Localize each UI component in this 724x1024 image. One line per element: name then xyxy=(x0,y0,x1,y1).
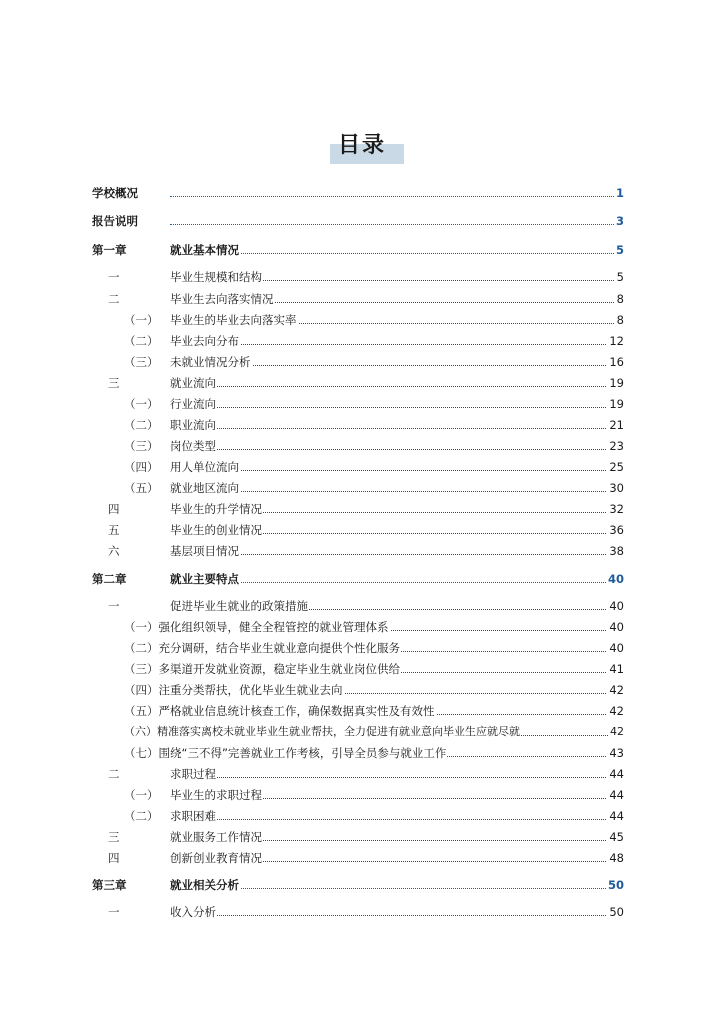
toc-entry[interactable] xyxy=(0,681,724,699)
toc-entry-label: 求职过程 xyxy=(170,767,216,781)
toc-entry[interactable] xyxy=(0,828,724,846)
toc-entry-label: 毕业生去向落实情况 xyxy=(170,292,274,306)
toc-entry-report-notes[interactable] xyxy=(0,212,724,230)
toc-entry-number: 一 xyxy=(108,905,120,919)
toc-entry-number: （一） xyxy=(124,788,159,802)
toc-entry-school-overview[interactable] xyxy=(0,184,724,202)
toc-entry-number: （三） xyxy=(124,439,159,453)
toc-entry-page: 44 xyxy=(609,809,624,823)
toc-entry-page: 19 xyxy=(609,397,624,411)
toc-entry-page: 50 xyxy=(607,878,624,892)
toc-entry-label: 毕业生的毕业去向落实率 xyxy=(170,313,297,327)
toc-entry-number: 第一章 xyxy=(92,243,127,257)
toc-entry-label: 用人单位流向 xyxy=(170,460,239,474)
toc-entry-page: 23 xyxy=(609,439,624,453)
toc-entry[interactable] xyxy=(0,765,724,783)
toc-entry[interactable] xyxy=(0,500,724,518)
toc-entry-number: 学校概况 xyxy=(92,186,138,200)
toc-entry-number: （一） xyxy=(124,397,159,411)
toc-entry-label: 创新创业教育情况 xyxy=(170,851,262,865)
toc-entry-page: 40 xyxy=(607,572,624,586)
toc-entry-number: 三 xyxy=(108,830,120,844)
toc-entry-page: 41 xyxy=(609,662,624,676)
toc-entry[interactable] xyxy=(0,268,724,286)
toc-entry-label: 职业流向 xyxy=(170,418,216,432)
toc-entry[interactable] xyxy=(0,353,724,371)
toc-entry-number: （五） xyxy=(124,481,159,495)
toc-entry-page: 42 xyxy=(609,704,624,718)
toc-entry-page: 40 xyxy=(609,641,624,655)
toc-entry[interactable] xyxy=(0,542,724,560)
toc-entry-page: 19 xyxy=(609,376,624,390)
toc-entry-page: 44 xyxy=(609,788,624,802)
toc-entry-number: 一 xyxy=(108,270,120,284)
toc-entry-page: 45 xyxy=(609,830,624,844)
toc-entry[interactable] xyxy=(0,458,724,476)
toc-entry-number: 第三章 xyxy=(92,878,127,892)
toc-entry[interactable] xyxy=(0,597,724,615)
toc-entry-label: 就业基本情况 xyxy=(170,243,239,257)
toc-chapter-2[interactable] xyxy=(0,570,724,588)
toc-entry-number: 第二章 xyxy=(92,572,127,586)
toc-entry-label: 毕业生的升学情况 xyxy=(170,502,262,516)
toc-entry-page: 25 xyxy=(609,460,624,474)
toc-entry[interactable] xyxy=(0,437,724,455)
toc-entry[interactable] xyxy=(0,786,724,804)
toc-entry-label: 就业地区流向 xyxy=(170,481,239,495)
toc-entry-page: 42 xyxy=(609,683,624,697)
toc-entry-page: 40 xyxy=(609,620,624,634)
toc-entry-page: 38 xyxy=(609,544,624,558)
toc-entry[interactable] xyxy=(0,849,724,867)
toc-entry[interactable] xyxy=(0,395,724,413)
toc-entry-number: （四） xyxy=(124,460,159,474)
toc-entry-label: （三）多渠道开发就业资源，稳定毕业生就业岗位供给 xyxy=(124,662,400,676)
toc-entry[interactable] xyxy=(0,660,724,678)
toc-entry-number: 四 xyxy=(108,502,120,516)
toc-entry-page: 5 xyxy=(616,270,624,284)
toc-leader-dots xyxy=(170,374,620,387)
toc-entry[interactable] xyxy=(0,702,724,720)
toc-entry[interactable] xyxy=(0,332,724,350)
toc-entry[interactable] xyxy=(0,416,724,434)
toc-entry-page: 8 xyxy=(616,292,624,306)
toc-entry[interactable] xyxy=(0,639,724,657)
toc-entry-label: 求职困难 xyxy=(170,809,216,823)
toc-entry-number: 五 xyxy=(108,523,120,537)
toc-entry[interactable] xyxy=(0,744,724,762)
toc-entry-page: 40 xyxy=(609,599,624,613)
toc-entry-page: 32 xyxy=(609,502,624,516)
toc-entry-label: 毕业生的创业情况 xyxy=(170,523,262,537)
toc-entry-page: 48 xyxy=(609,851,624,865)
toc-entry-page: 3 xyxy=(615,214,624,228)
toc-entry-number: 二 xyxy=(108,767,120,781)
toc-entry-label: （四）注重分类帮扶，优化毕业生就业去向 xyxy=(124,683,343,697)
toc-entry-label: 就业主要特点 xyxy=(170,572,239,586)
toc-entry-label: （六）精准落实离校未就业毕业生就业帮扶，全力促进有就业意向毕业生应就尽就 xyxy=(124,723,521,741)
toc-entry-label: 促进毕业生就业的政策措施 xyxy=(170,599,308,613)
toc-entry-page: 16 xyxy=(609,355,624,369)
toc-entry[interactable] xyxy=(0,903,724,921)
toc-entry-page: 12 xyxy=(609,334,624,348)
toc-leader-dots xyxy=(170,903,620,916)
toc-entry-label: 毕业去向分布 xyxy=(170,334,239,348)
toc-entry-number: （二） xyxy=(124,334,159,348)
toc-entry[interactable] xyxy=(0,618,724,636)
toc-entry-label: （二）充分调研，结合毕业生就业意向提供个性化服务 xyxy=(124,641,400,655)
toc-entry-number: 报告说明 xyxy=(92,214,138,228)
toc-entry-number: （一） xyxy=(124,313,159,327)
toc-entry-label: 毕业生的求职过程 xyxy=(170,788,262,802)
toc-chapter-3[interactable] xyxy=(0,876,724,894)
toc-leader-dots xyxy=(170,807,620,820)
toc-leader-dots xyxy=(170,184,620,197)
toc-entry[interactable] xyxy=(0,521,724,539)
toc-entry-label: 就业相关分析 xyxy=(170,878,239,892)
toc-leader-dots xyxy=(170,765,620,778)
toc-entry[interactable] xyxy=(0,723,724,741)
toc-entry[interactable] xyxy=(0,479,724,497)
toc-entry-page: 43 xyxy=(609,746,624,760)
toc-entry-page: 44 xyxy=(609,767,624,781)
toc-entry[interactable] xyxy=(0,807,724,825)
toc-leader-dots xyxy=(170,395,620,408)
toc-entry-page: 5 xyxy=(615,243,624,257)
toc-entry-page: 30 xyxy=(609,481,624,495)
toc-entry-page: 1 xyxy=(615,186,624,200)
toc-entry-number: 三 xyxy=(108,376,120,390)
toc-entry-label: 基层项目情况 xyxy=(170,544,239,558)
toc-leader-dots xyxy=(170,437,620,450)
toc-entry-number: 二 xyxy=(108,292,120,306)
toc-entry-number: 四 xyxy=(108,851,120,865)
toc-entry-page: 42 xyxy=(608,723,624,741)
toc-entry-number: 一 xyxy=(108,599,120,613)
page-title: 目录 xyxy=(337,133,386,158)
toc-entry-label: 就业流向 xyxy=(170,376,216,390)
toc-entry-label: 收入分析 xyxy=(170,905,216,919)
toc-entry-page: 21 xyxy=(609,418,624,432)
toc-entry-label: 岗位类型 xyxy=(170,439,216,453)
toc-entry-label: 未就业情况分析 xyxy=(170,355,251,369)
toc-entry-label: 毕业生规模和结构 xyxy=(170,270,262,284)
toc-entry-page: 36 xyxy=(609,523,624,537)
toc-entry-label: （七）围绕“三不得”完善就业工作考核，引导全员参与就业工作 xyxy=(124,746,447,760)
toc-chapter-1[interactable] xyxy=(0,241,724,259)
toc-entry-number: 六 xyxy=(108,544,120,558)
toc-entry[interactable] xyxy=(0,290,724,308)
toc-entry-number: （三） xyxy=(124,355,159,369)
toc-entry-label: 行业流向 xyxy=(170,397,216,411)
toc-entry-label: （一）强化组织领导，健全全程管控的就业管理体系 xyxy=(124,620,389,634)
toc-entry-label: 就业服务工作情况 xyxy=(170,830,262,844)
toc-entry-page: 8 xyxy=(616,313,624,327)
toc-leader-dots xyxy=(170,212,620,225)
toc-entry-number: （二） xyxy=(124,809,159,823)
toc-entry-label: （五）严格就业信息统计核查工作，确保数据真实性及有效性 xyxy=(124,704,435,718)
toc-entry[interactable] xyxy=(0,311,724,329)
toc-leader-dots xyxy=(170,416,620,429)
toc-entry-page: 50 xyxy=(609,905,624,919)
toc-entry[interactable] xyxy=(0,374,724,392)
toc-entry-number: （二） xyxy=(124,418,159,432)
